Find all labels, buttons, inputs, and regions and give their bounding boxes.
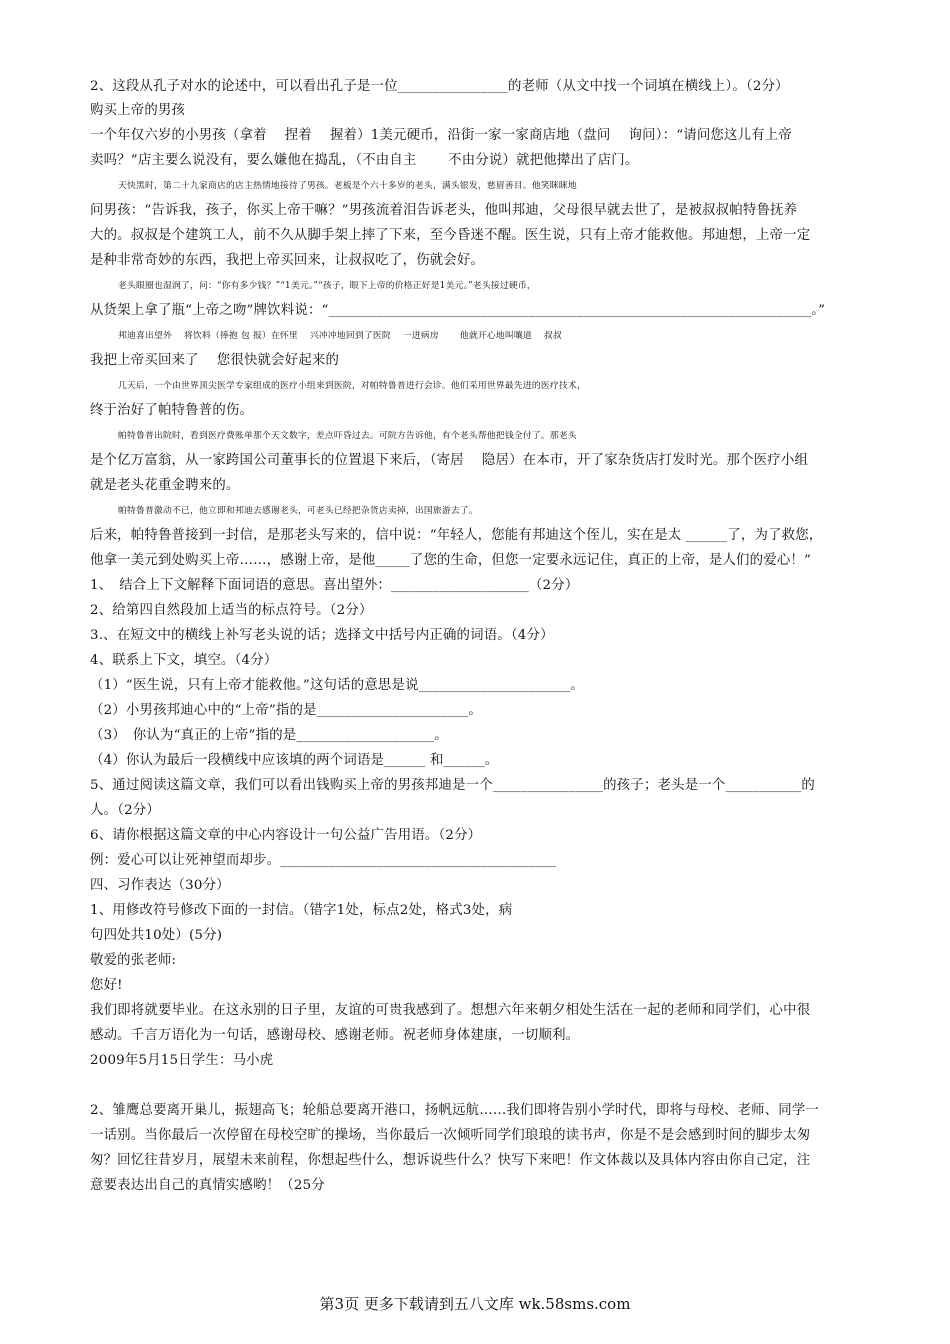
letter-greeting: 您好! [90,978,123,993]
paragraph-7-line-1: 帕特鲁普激动不已，他立即和邦迪去感谢老头，可老头已经把杂货店卖掉，出国旅游去了。 [118,506,478,516]
letter-salutation: 敬爱的张老师: [90,953,177,968]
paragraph-4-line-2: 我把上帝买回来了 您很快就会好起来的 [90,353,340,368]
question-1: 1、 结合上下文解释下面词语的意思。喜出望外：____________________（2分） [90,578,579,593]
question-4: 4、联系上下文，填空。（4分） [90,653,278,668]
paragraph-4-line-1: 邦迪喜出望外 将饮料（捧抱 包 报）在怀里 兴冲冲地回到了医院 一进病房 他就开心地叫嚷道 叔叔 [118,331,562,341]
paragraph-2-line-2: 问男孩：“告诉我，孩子，你买上帝干嘛？”男孩流着泪告诉老头，他叫邦迪，父母很早就去世了，是被叔叔帕特鲁抚养 [90,203,798,218]
question-5-line-1: 5、通过阅读这篇文章，我们可以看出钱购买上帝的男孩邦迪是一个________________的孩子；老头是一个___________的 [90,778,815,793]
paragraph-3-line-1: 老头眼圈也湿润了，问：“你有多少钱？”“1美元。”“孩子，眼下上帝的价格正好是1美元。”老头接过硬币， [118,281,536,291]
question-4-4: （4）你认为最后一段横线中应该填的两个词语是______ 和______。 [90,753,499,768]
paragraph-6-line-3: 就是老头花重金聘来的。 [90,478,240,493]
paragraph-6-line-1: 帕特鲁普出院时，看到医疗费账单那个天文数字，差点吓昏过去。可院方告诉他，有个老头帮他把钱全付了。那老头 [118,431,577,441]
paragraph-2-line-1: 天快黑时，第二十九家商店的店主热情地接待了男孩。老板是个六十多岁的老头，满头银发，慈眉善目。他笑眯眯地 [118,181,577,191]
writing-task-2-line-4: 意要表达出自己的真情实感哟！（25分 [90,1178,325,1193]
writing-task-1-line-2: 句四处共10处）(5分) [90,928,223,943]
passage-title: 购买上帝的男孩 [90,103,186,118]
writing-task-2-line-3: 匆？回忆往昔岁月，展望未来前程，你想起些什么，想诉说些什么？快写下来吧！作文体裁以及具体内容由你自己定，注 [90,1153,811,1168]
letter-body-line-1: 我们即将就要毕业。在这永别的日子里，友谊的可贵我感到了。想想六年来朝夕相处生活在一起的老师和同学们，心中很 [90,1003,811,1018]
section-4-heading: 四、习作表达（30分） [90,878,230,893]
question-4-1: （1）“医生说，只有上帝才能救他。”这句话的意思是说______________________。 [90,678,584,693]
paragraph-8-line-2: 他拿一美元到处购买上帝……，感谢上帝，是他_____了您的生命，但您一定要永远记住，真正的上帝，是人们的爱心！” [90,553,812,568]
paragraph-6-line-2: 是个亿万富翁，从一家跨国公司董事长的位置退下来后，（寄居 隐居）在本市，开了家杂货店打发时光。那个医疗小组 [90,453,809,468]
paragraph-1-line-2: 卖吗？”店主要么说没有，要么嫌他在捣乱，（不由自主 不由分说）就把他撵出了店门。 [90,153,639,168]
question-6: 6、请你根据这篇文章的中心内容设计一句公益广告用语。（2分） [90,828,482,843]
paragraph-5-line-1: 几天后，一个由世界顶尖医学专家组成的医疗小组来到医院，对帕特鲁普进行会诊。他们采用世界最先进的医疗技术， [118,381,586,391]
paragraph-2-line-4: 是种非常奇妙的东西，我把上帝买回来，让叔叔吃了，伤就会好。 [90,253,485,268]
writing-task-2-line-1: 2、雏鹰总要离开巢儿，振翅高飞；轮船总要离开港口，扬帆远航……我们即将告别小学时代，即将与母校、老师、同学一 [90,1103,820,1118]
paragraph-8-line-1: 后来，帕特鲁普接到一封信，是那老头写来的，信中说：“年轻人，您能有邦迪这个侄儿，实在是太 ______了，为了救您， [90,528,823,543]
writing-task-1-line-1: 1、用修改符号修改下面的一封信。（错字1处，标点2处，格式3处，病 [90,903,513,918]
paragraph-2-line-3: 大的。叔叔是个建筑工人，前不久从脚手架上摔了下来，至今昏迷不醒。医生说，只有上帝才能救他。邦迪想，上帝一定 [90,228,811,243]
question-4-3: （3） 你认为“真正的上帝”指的是____________________。 [90,728,448,743]
question-3: 3.、在短文中的横线上补写老头说的话；选择文中括号内正确的词语。（4分） [90,628,554,643]
writing-task-2-line-2: 一话别。当你最后一次停留在母校空旷的操场，当你最后一次倾听同学们琅琅的读书声，你是不是会感到时间的脚步太匆 [90,1128,811,1143]
question-5-line-2: 人。（2分） [90,803,160,818]
question-2-confucius: 2、这段从孔子对水的论述中，可以看出孔子是一位________________的老师（从文中找一个词填在横线上）。（2分） [90,79,789,94]
paragraph-3-line-2: 从货架上拿了瓶“上帝之吻”牌饮料说：“______________________________________________________________________。” [90,303,826,318]
letter-body-line-2: 感动。千言万语化为一句话，感谢母校、感谢老师。祝老师身体建康，一切顺利。 [90,1028,580,1043]
question-2: 2、给第四自然段加上适当的标点符号。（2分） [90,603,373,618]
question-4-2: （2）小男孩邦迪心中的“上帝”指的是______________________。 [90,703,482,718]
question-6-example: 例：爱心可以让死神望而却步。________________________________________ [90,853,557,868]
paragraph-1-line-1: 一个年仅六岁的小男孩（拿着 捏着 握着）1美元硬币，沿街一家一家商店地（盘问 询问）：“请问您这儿有上帝 [90,128,792,143]
page-footer: 第3页 更多下载请到五八文库 wk.58sms.com [319,1295,631,1313]
paragraph-5-line-2: 终于治好了帕特鲁普的伤。 [90,403,254,418]
letter-signature: 2009年5月15日学生：马小虎 [90,1053,274,1068]
